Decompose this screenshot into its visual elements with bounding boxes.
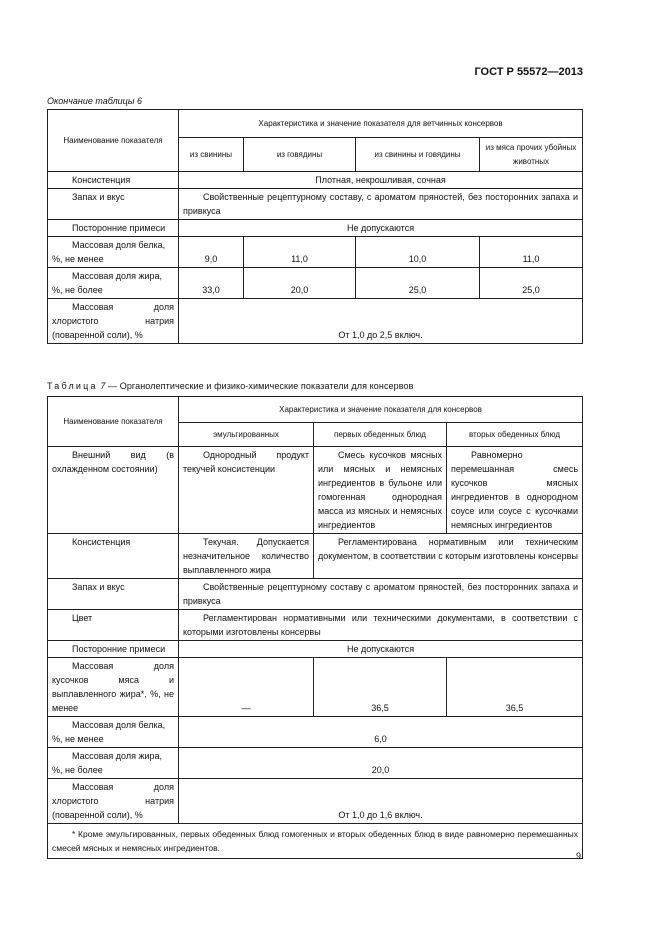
table7-head-group: Характеристика и значение показателя для консервов (179, 397, 583, 423)
row-value: Свойственные рецептурному составу с ароматом пряностей, без посторонних запаха и привкуса (179, 579, 583, 610)
row-value: 9,0 (179, 237, 244, 268)
table-row (48, 237, 583, 268)
table-row (48, 610, 583, 641)
row-value: Смесь кусочков мясных или мясных и немясных ингредиентов в бульоне или гомогенная однородная масса из мясных и немясных ингредиентов (314, 447, 447, 534)
row-label: Посторонние примеси (48, 641, 179, 658)
table6 (47, 109, 583, 344)
row-label: Массовая доля хлористого натрия (поваренной соли), % (48, 299, 179, 344)
table7-caption-prefix: Таблица (47, 381, 98, 391)
row-label: Массовая доля кусочков мяса и выплавленного жира*, %, не менее (48, 658, 179, 717)
table7-col-emulsified: эмульгированных (179, 423, 314, 447)
row-label: Массовая доля белка, %, не менее (48, 717, 179, 748)
row-label: Массовая доля хлористого натрия (поваренной соли), % (48, 779, 179, 824)
row-label: Массовая доля белка, %, не менее (48, 237, 179, 268)
table-row (48, 220, 583, 237)
row-value: 20,0 (179, 748, 583, 779)
table-row (48, 299, 583, 344)
table6-caption: Окончание таблицы 6 (47, 96, 142, 106)
row-label: Массовая доля жира, %, не более (48, 748, 179, 779)
table7-footnote: * Кроме эмульгированных, первых обеденных блюд гомогенных и вторых обеденных блюд в виде равномерно перемешанных смесей мясных и немясных ингредиентов. (48, 824, 583, 859)
row-label: Запах и вкус (48, 189, 179, 220)
table7-caption (47, 381, 414, 391)
row-value: — (179, 658, 314, 717)
table-row (48, 779, 583, 824)
row-value: 6,0 (179, 717, 583, 748)
row-value: 10,0 (356, 237, 480, 268)
table-row (48, 717, 583, 748)
row-label: Запах и вкус (48, 579, 179, 610)
row-value: 36,5 (447, 658, 583, 717)
table7 (47, 396, 583, 859)
row-label: Цвет (48, 610, 179, 641)
row-value: 33,0 (179, 268, 244, 299)
row-value: Однородный продукт текучей консистенции (179, 447, 314, 534)
row-value: Равномерно перемешанная смесь кусочков мясных ингредиентов в однородном соусе или соусе с кусочками немясных ингредиентов (447, 447, 583, 534)
row-value: 25,0 (480, 268, 583, 299)
row-value: 11,0 (244, 237, 356, 268)
row-value: От 1,0 до 1,6 включ. (179, 779, 583, 824)
table6-col-beef: из говядины (244, 138, 356, 172)
row-value: Текучая. Допускается незначительное количество выплавленного жира (179, 534, 314, 579)
row-value: 25,0 (356, 268, 480, 299)
row-value: 20,0 (244, 268, 356, 299)
table7-head-name: Наименование показателя (48, 397, 179, 447)
table-row (48, 824, 583, 859)
table-row (48, 189, 583, 220)
table-row (48, 658, 583, 717)
table7-col-second-courses: вторых обеденных блюд (447, 423, 583, 447)
table7-caption-text: — Органолептические и физико-химические показатели для консервов (105, 381, 414, 391)
row-value: 11,0 (480, 237, 583, 268)
table-row (48, 172, 583, 189)
table-row (48, 534, 583, 579)
document-code: ГОСТ Р 55572—2013 (474, 66, 583, 78)
table6-head-group: Характеристика и значение показателя для ветчинных консервов (179, 110, 583, 138)
row-value: Не допускаются (179, 220, 583, 237)
row-label: Консистенция (48, 172, 179, 189)
table6-head-name: Наименование показателя (48, 110, 179, 172)
page-number: 9 (575, 851, 581, 861)
row-value: От 1,0 до 2,5 включ. (179, 299, 583, 344)
row-value: Свойственные рецептурному составу, с ароматом пряностей, без посторонних запаха и привкуса (179, 189, 583, 220)
table-row (48, 268, 583, 299)
table7-col-first-courses: первых обеденных блюд (314, 423, 447, 447)
row-label: Посторонние примеси (48, 220, 179, 237)
table7-caption-number: 7 (100, 381, 106, 391)
row-value: Регламентирована нормативным или техническим документом, в соответствии с которым изготовлены консервы (314, 534, 583, 579)
row-label: Консистенция (48, 534, 179, 579)
table6-col-pork-beef: из свинины и говядины (356, 138, 480, 172)
row-label: Внешний вид (в охлажденном состоянии) (48, 447, 179, 534)
row-value: Плотная, некрошливая, сочная (179, 172, 583, 189)
table-row (48, 447, 583, 534)
row-value: Регламентирован нормативными или техническими документами, в соответствии с которыми изготовлены консервы (179, 610, 583, 641)
table6-col-other: из мяса прочих убойных животных (480, 138, 583, 172)
table-row (48, 748, 583, 779)
table6-col-pork: из свинины (179, 138, 244, 172)
table-row (48, 579, 583, 610)
row-value: 36,5 (314, 658, 447, 717)
table-row (48, 641, 583, 658)
row-label: Массовая доля жира, %, не более (48, 268, 179, 299)
row-value: Не допускаются (179, 641, 583, 658)
